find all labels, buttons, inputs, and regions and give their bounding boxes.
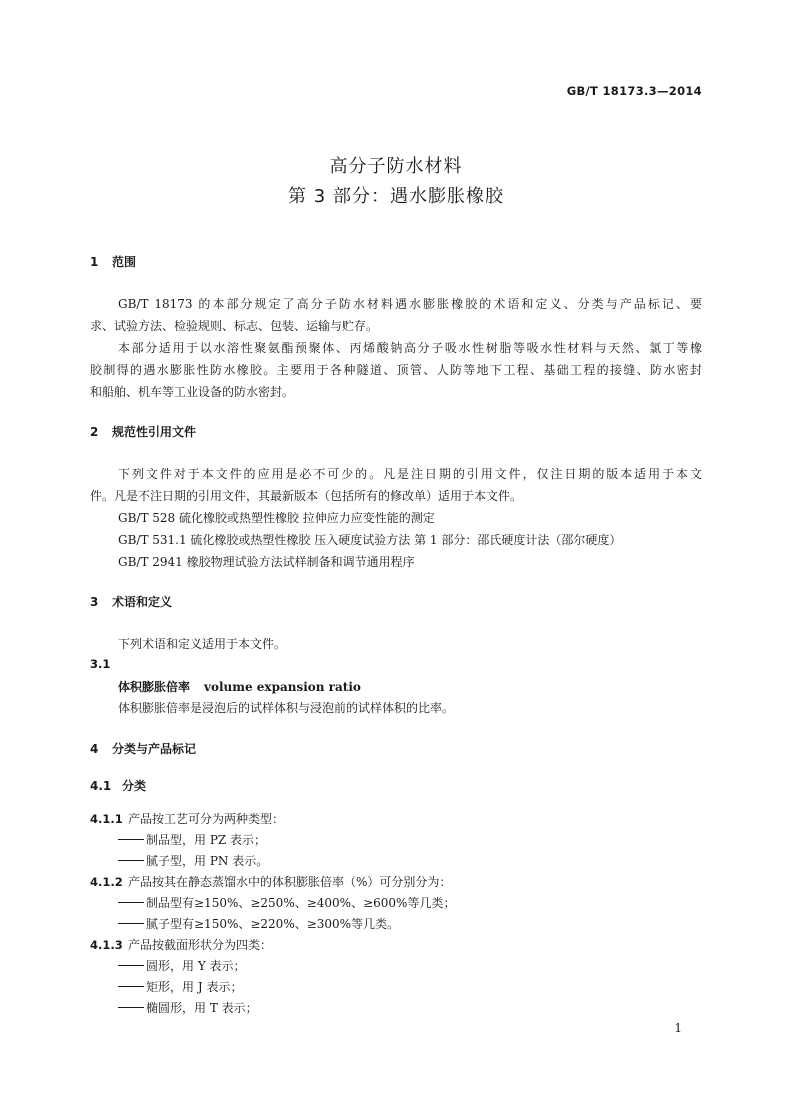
dash-bullet [118, 860, 144, 861]
s1-paragraph-1-line-1: GB/T 18173 的本部分规定了高分子防水材料遇水膨胀橡胶的术语和定义、分类与产品标记、要 [118, 297, 702, 311]
subsection-number: 4.1 [90, 779, 112, 793]
section-number: 2 [90, 425, 99, 439]
list-item-text: 制品型，用 PZ 表示； [146, 833, 267, 847]
subsection-4-1-heading [90, 777, 146, 794]
dash-bullet [118, 965, 144, 966]
dash-bullet [118, 839, 144, 840]
list-item [118, 894, 455, 911]
clause-text: 产品按截面形状分为四类： [128, 938, 273, 952]
s2-paragraph-line-1: 下列文件对于本文件的应用是必不可少的。凡是注日期的引用文件，仅注日期的版本适用于本文 [118, 467, 702, 481]
dash-bullet [118, 1007, 144, 1008]
section-3-heading [90, 593, 172, 610]
section-1-heading [90, 253, 136, 270]
section-number: 1 [90, 255, 99, 269]
term-entry [118, 678, 361, 695]
dash-bullet [118, 986, 144, 987]
list-item-text: 腻子型，用 PN 表示。 [146, 854, 269, 868]
clause-text: 产品按工艺可分为两种类型： [128, 812, 285, 826]
list-item-text: 椭圆形，用 T 表示； [146, 1001, 258, 1015]
section-title: 术语和定义 [112, 595, 173, 609]
clause-number: 4.1.2 [90, 875, 123, 889]
term-chinese: 体积膨胀倍率 [118, 680, 191, 694]
list-item [118, 957, 246, 974]
subsection-title: 分类 [122, 779, 147, 793]
clause-number: 3.1 [90, 657, 111, 671]
list-item [118, 852, 268, 869]
document-title: 高分子防水材料 [329, 156, 463, 177]
term-english: volume expansion ratio [204, 680, 361, 694]
list-item-text: 腻子型有≥150%、≥220%、≥300%等几类。 [146, 917, 400, 931]
section-title: 范围 [112, 255, 137, 269]
clause-number: 4.1.1 [90, 812, 123, 826]
normative-reference: GB/T 531.1 硫化橡胶或热塑性橡胶 压入硬度试验方法 第 1 部分：邵氏硬度计法（邵尔硬度） [118, 533, 622, 547]
clause-3-1 [90, 657, 128, 671]
list-item-text: 矩形，用 J 表示； [146, 980, 243, 994]
clause-text: 产品按其在静态蒸馏水中的体积膨胀倍率（%）可分别分为： [128, 875, 452, 889]
s3-intro: 下列术语和定义适用于本文件。 [118, 637, 287, 651]
section-title: 分类与产品标记 [112, 742, 197, 756]
dash-bullet [118, 923, 144, 924]
list-item [118, 831, 266, 848]
normative-reference: GB/T 528 硫化橡胶或热塑性橡胶 拉伸应力应变性能的测定 [118, 511, 435, 525]
s1-paragraph-2-line-3: 和船舶、机车等工业设备的防水密封。 [90, 385, 295, 399]
normative-reference: GB/T 2941 橡胶物理试验方法试样制备和调节通用程序 [118, 555, 415, 569]
section-number: 4 [90, 742, 99, 756]
clause-4-1-3 [90, 936, 272, 953]
section-4-heading [90, 740, 196, 757]
s1-paragraph-2-line-2: 胶制得的遇水膨胀性防水橡胶。主要用于各种隧道、顶管、人防等地下工程、基础工程的接缝、防水密封 [90, 363, 702, 377]
standard-number: GB/T 18173.3—2014 [566, 84, 702, 98]
term-definition: 体积膨胀倍率是浸泡后的试样体积与浸泡前的试样体积的比率。 [118, 701, 455, 715]
section-2-heading [90, 423, 196, 440]
list-item [118, 978, 242, 995]
clause-number: 4.1.3 [90, 938, 123, 952]
section-title: 规范性引用文件 [112, 425, 197, 439]
list-item [118, 999, 258, 1016]
list-item-text: 制品型有≥150%、≥250%、≥400%、≥600%等几类； [146, 896, 456, 910]
s1-paragraph-2-line-1: 本部分适用于以水溶性聚氨酯预聚体、丙烯酸钠高分子吸水性树脂等吸水性材料与天然、氯丁等橡 [118, 341, 702, 355]
section-number: 3 [90, 595, 99, 609]
list-item [118, 915, 399, 932]
document-subtitle: 第 3 部分：遇水膨胀橡胶 [288, 186, 504, 207]
list-item-text: 圆形，用 Y 表示； [146, 959, 246, 973]
dash-bullet [118, 902, 144, 903]
clause-4-1-2 [90, 873, 451, 890]
s1-paragraph-1-line-2: 求、试验方法、检验规则、标志、包装、运输与贮存。 [90, 319, 379, 333]
s2-paragraph-line-2: 件。凡是不注日期的引用文件，其最新版本（包括所有的修改单）适用于本文件。 [90, 489, 523, 503]
page-number: 1 [674, 1021, 682, 1035]
clause-4-1-1 [90, 810, 284, 827]
